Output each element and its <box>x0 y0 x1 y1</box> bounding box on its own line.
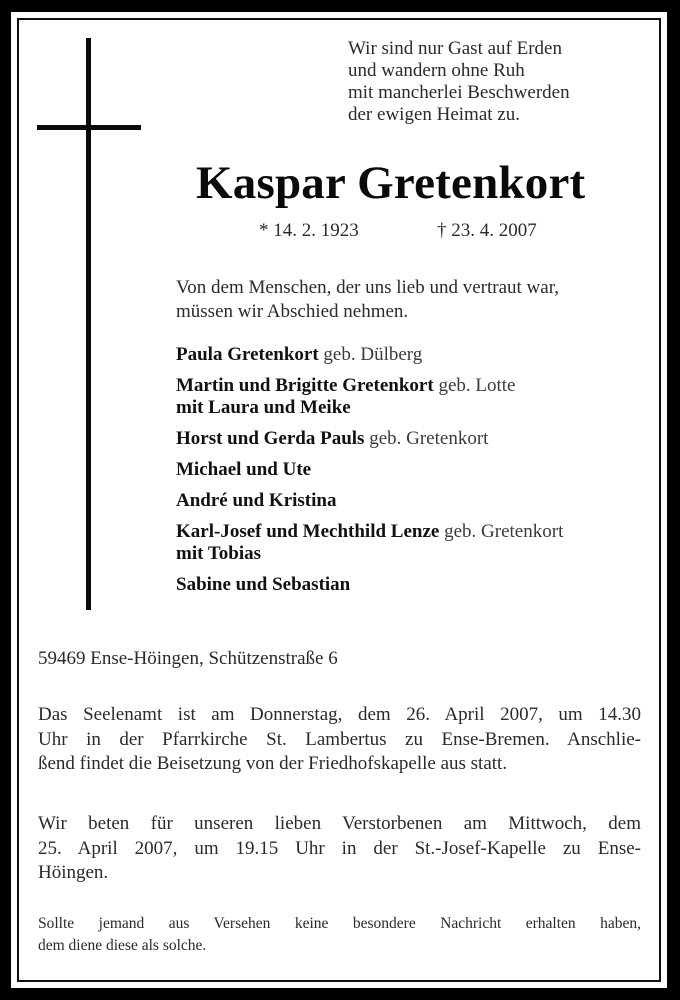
mourner-entry <box>176 490 563 512</box>
paragraph-line: Wir beten für unseren lieben Verstorbenen am Mittwoch, dem <box>38 813 641 834</box>
mourner-name: Paula Gretenkort <box>176 344 319 365</box>
mourner-entry <box>176 344 563 366</box>
mourner-maiden-name: geb. Lotte <box>433 375 516 396</box>
mourner-entry <box>176 521 563 565</box>
mourner-children: mit Tobias <box>176 543 262 564</box>
mourner-children: mit Laura und Meike <box>176 397 351 418</box>
mourner-name: Michael und Ute <box>176 459 312 480</box>
mourner-maiden-name: geb. Gretenkort <box>364 428 489 449</box>
mourner-name: Sabine und Sebastian <box>176 574 351 595</box>
poem-line: und wandern ohne Ruh <box>348 60 525 81</box>
paragraph-line: Uhr in der Pfarrkirche St. Lambertus zu Ense-Bremen. Anschlie- <box>38 728 641 750</box>
paragraph-line: Höingen. <box>38 862 109 883</box>
deceased-name: Kaspar Gretenkort <box>196 157 586 209</box>
mourner-entry <box>176 428 563 450</box>
mourner-entry <box>176 459 563 481</box>
mourner-name: Horst und Gerda Pauls <box>176 428 365 449</box>
poem-line: Wir sind nur Gast auf Erden <box>348 38 562 59</box>
poem-line: der ewigen Heimat zu. <box>348 104 520 125</box>
mourner-name: André und Kristina <box>176 490 337 511</box>
birth-date: * 14. 2. 1923 <box>259 220 359 241</box>
mourner-name: Martin und Brigitte Gretenkort <box>176 375 434 396</box>
prayer-paragraph <box>38 812 641 886</box>
mourners-list <box>176 344 563 605</box>
family-address: 59469 Ense-Höingen, Schützenstraße 6 <box>38 648 338 669</box>
note-line: dem diene diese als solche. <box>38 936 207 954</box>
paragraph-line: Das Seelenamt ist am Donnerstag, dem 26. April 2007, um 14.30 <box>38 704 641 725</box>
memorial-poem <box>348 38 570 126</box>
poem-line: mit mancherlei Beschwerden <box>348 82 570 103</box>
note-line: Sollte jemand aus Versehen keine besondere Nachricht erhalten haben, <box>38 915 641 932</box>
requiem-paragraph <box>38 703 641 777</box>
paragraph-line: ßend findet die Beisetzung von der Friedhofskapelle aus statt. <box>38 753 508 774</box>
closing-note <box>38 913 641 956</box>
mourner-entry <box>176 574 563 596</box>
cross-icon-horizontal-bar <box>37 125 141 130</box>
intro-line: Von dem Menschen, der uns lieb und vertraut war, <box>176 277 560 298</box>
mourner-maiden-name: geb. Dülberg <box>318 344 423 365</box>
mourner-maiden-name: geb. Gretenkort <box>439 521 564 542</box>
farewell-intro <box>176 276 559 324</box>
death-date: † 23. 4. 2007 <box>437 220 537 241</box>
mourner-entry <box>176 375 563 419</box>
paragraph-line: 25. April 2007, um 19.15 Uhr in der St.-Josef-Kapelle zu Ense- <box>38 837 641 859</box>
mourner-name: Karl-Josef und Mechthild Lenze <box>176 521 440 542</box>
intro-line: müssen wir Abschied nehmen. <box>176 301 409 322</box>
cross-icon-vertical-bar <box>86 38 91 610</box>
